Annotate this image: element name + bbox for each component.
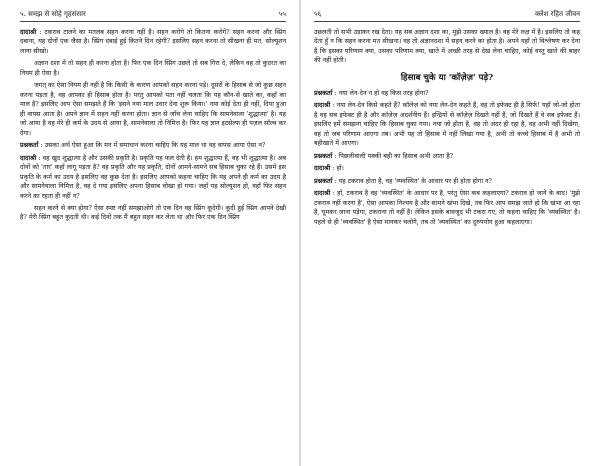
right-page-body-top	[314, 28, 580, 66]
left-page-header	[20, 10, 286, 22]
paragraph	[314, 189, 580, 227]
right-page-header	[314, 10, 580, 22]
paragraph-text: : वह खुद शुद्धात्मा है और उसकी प्रकृति है। प्रकृति यह फल देती है। हम शुद्धात्मा हैं, वह भी शुद्धात्मा है। अब दोनों को 'तार' कहाँ लागू पड़ता है? वह प्रकृति और यह प्रकृति, दोनों आमने-सामने सब हिसाब चुका रहे हैं। उसमें इस प्रकृति के कर्म का उदय है इसलिए वह कुछ देता है। इसलिए आपको कहना चाहिए कि यह अपने ही कर्म का उदय है और सामनेवाला निमित्त है, वह दे गया इसलिए अपना हिसाब चोखा हो गया। जहाँ यह सोल्यूशन हो, वहाँ फिर सहन करने का रहता ही नहीं न?	[20, 153, 286, 200]
paragraph	[314, 89, 580, 98]
paragraph	[314, 177, 580, 186]
paragraph-text: : यह टकराव होता है, वह 'व्यवस्थित' के आधार पर ही होता होगा न?	[332, 176, 492, 185]
section-heading: हिसाब चुके या 'कॉज़ेज़' पड़े?	[400, 72, 494, 83]
paragraph-text: जगत् का ऐसा नियम ही नहीं है कि किसी के कारण आपको सहन करना पड़े। दूसरों के हिसाब से जो कुछ सहन करना पड़ता है, वह आपका ही हिसाब होता है। परंतु आपको पता नहीं चलता कि यह कौन-से खाते का, कहाँ का माल है? इसलिए आप ऐसा समझते हैं कि 'इसने नया माल उधार देना शुरू किया।' नया कोई देता ही नहीं, दिया हुआ ही वापस आता है। अपने ज्ञान में सहन नहीं करना होता। ज्ञान से जाँच लेना चाहिए कि सामनेवाला 'शुद्धात्मा' है। यह जो आया है वह मेरे ही कर्म के उदय से आया है, सामनेवाला तो निमित्त है। फिर यह ज्ञान इटसेल्फ ही पज़ल सॉल्व कर देगा।	[20, 81, 286, 137]
paragraph-text: : उसका अर्थ ऐसा हुआ कि मन में समाधान करना चाहिए कि यह माल था वह वापस आया ऐसा न?	[38, 141, 266, 150]
speaker-label: प्रश्नकर्ता	[314, 151, 333, 160]
speaker-label: दादाश्री	[314, 189, 331, 198]
paragraph	[314, 164, 580, 173]
paragraph	[314, 152, 580, 161]
speaker-label: प्रश्नकर्ता	[314, 88, 333, 97]
paragraph-text: : पिछलीवाली पक्की बही का हिसाब अभी आता है?	[332, 151, 454, 160]
speaker-label: दादाश्री	[314, 101, 331, 110]
paragraph	[20, 59, 286, 78]
speaker-label: दादाश्री	[20, 153, 37, 162]
paragraph	[20, 141, 286, 150]
paragraph-text: सहन करने से क्या होगा? ऐसा स्पष्ट नहीं समझाओगे तो एक दिन वह स्प्रिंग कूदेगी। कूदी हुई स्प्रिंग आपने देखी है? मेरी स्प्रिंग बहुत कूदती थी। कई दिनों तक मैं बहुत सहन कर लेता था और फिर एक दिन स्प्रिंग	[20, 203, 286, 222]
speaker-label: दादाश्री	[20, 28, 37, 36]
speaker-label: प्रश्नकर्ता	[20, 141, 39, 150]
paragraph-text: अज्ञान दशा में तो सहन ही करना होता है। फिर एक दिन स्प्रिंग उछले तो सब गिरा दे, लेकिन वह तो कुदरत का नियम ही ऐसा है।	[20, 59, 286, 77]
paragraph-text: : टकराव टालने का मतलब सहन करना नहीं है। सहन करोगे तो कितना करोगे? सहन करना और स्प्रिंग दबाना, यह दोनों एक जैसा है। स्प्रिंग दबाई हुई कितने दिन रहेगी? इसलिए सहन करना तो सीखना ही मत, सोल्यूशन लाना सीखो।	[20, 28, 286, 55]
book-title: क्लेश रहित जीवन	[535, 10, 580, 18]
chapter-title: ५. समझ से सोहे गृहसंसार	[20, 10, 86, 18]
paragraph-text: : नया लेन-देन किसे कहते हैं? कॉलेज़ को नया लेन-देन कहते हैं, वह तो इफेक्ट ही है सिर्फ! यहाँ जो-जो होता है वह सब इफेक्ट ही है और कॉज़ेज़ अदर्शनीय हैं। इन्द्रियों से कॉज़ेज़ दिखते नहीं हैं, जो दिखते हैं वे सब इफेक्ट हैं। इसलिए हमें समझना चाहिए कि हिसाब चुका गया। नया जो होता है, वह तो अंदर ही रहा है, वह अभी नहीं दिखेगा, वह तो जब परिणाम आएगा तब। अभी यह तो हिसाब में नहीं लिखा गया है, अभी तो कच्चे हिसाब में है अभी तो बहीखाते में आएगा।	[314, 101, 580, 148]
speaker-label: प्रश्नकर्ता	[314, 176, 333, 185]
page-number: ५६	[314, 10, 322, 18]
paragraph-text: उछलती तो सभी उड़ाकर रख देता। यह सब अज्ञान दशा का, मुझे उसका ख्याल है। वह मेरे लक्ष में है। इसलिए तो कह देता हूँ न कि सहन करना मत सीखना। वह तो अज्ञानदशा में सहन करने का होता है। अपने यहाँ तो विश्लेषण कर देना है कि इसका परिणाम क्या, उसका परिणाम क्या, खाते में अच्छी तरह से देख लेना चाहिए, कोई वस्तु खाते की बाहर की नहीं होती।	[314, 28, 580, 65]
paragraph	[20, 28, 286, 56]
paragraph	[20, 154, 286, 201]
right-page	[300, 0, 600, 466]
paragraph	[20, 81, 286, 138]
left-page-body	[20, 28, 286, 223]
paragraph-text: : हाँ, टकराव है वह 'व्यवस्थित' के आधार पर है, परंतु ऐसा कब कहलाएगा? टकराव हो जाने के बाद। 'मुझे टकराव नहीं करना है', ऐसा आपका निश्चय है और सामने खंभा दिखे, तब फिर आप समझ जाते हो कि खंभा आ रहा है, घूमकर जाना पड़ेगा, टकराना तो नहीं है। लेकिन इसके बावजूद भी टकरा गए, तो कहना चाहिए कि 'व्यवस्थित' है। पहले से ही 'व्यवस्थित' है ऐसा मानकर चलोगे, तब तो 'व्यवस्थित' का दुरुपयोग हुआ कहलाएगा।	[314, 189, 580, 226]
paragraph	[20, 204, 286, 223]
page-number: ५५	[278, 10, 286, 18]
speaker-label: दादाश्री	[314, 164, 331, 173]
paragraph	[314, 101, 580, 148]
paragraph	[314, 28, 580, 66]
paragraph-text: : नया लेन-देन न हो वह किस तरह होगा?	[332, 88, 429, 97]
paragraph-text: : हाँ।	[330, 164, 344, 173]
right-page-body-bottom	[314, 89, 580, 227]
